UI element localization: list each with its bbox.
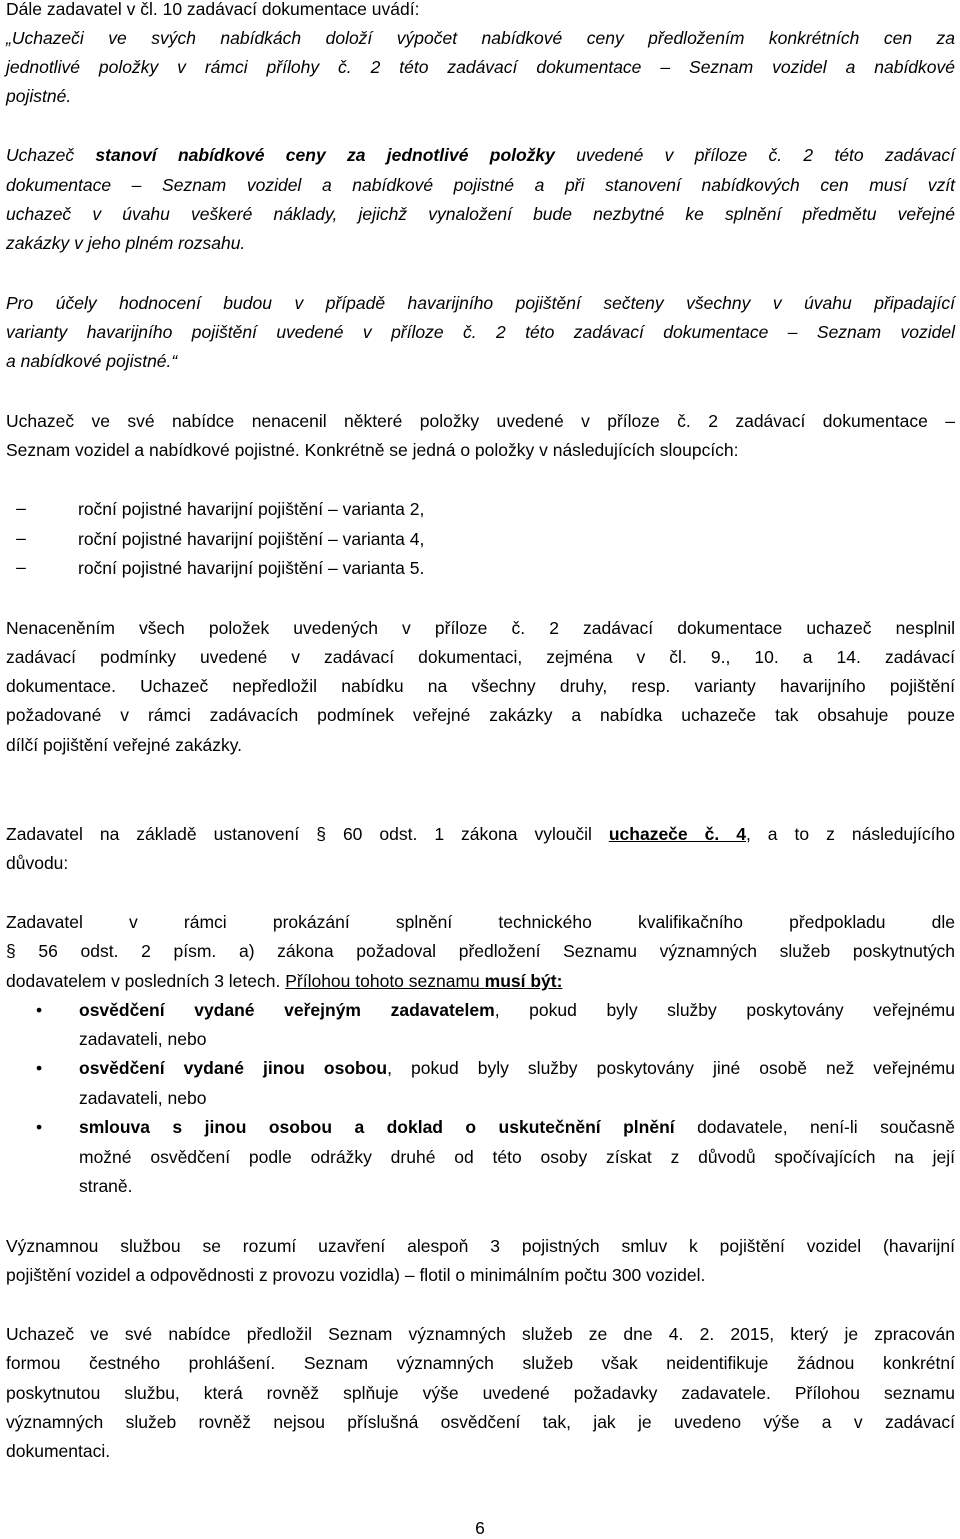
text-line: zadávací podmínky uvedené v zadávací dokumentaci, zejména v čl. 9., 10. a 14. zadávací <box>6 647 955 667</box>
bold-text: smlouva s jinou osobou a doklad o uskutečnění plnění <box>79 1117 675 1137</box>
text-line: a nabídkové pojistné.“ <box>6 351 178 371</box>
list-item: roční pojistné havarijní pojištění – varianta 5. <box>78 558 425 578</box>
text-line: Seznam vozidel a nabídkové pojistné. Konkrétně se jedná o položky v následujících sloupcích: <box>6 440 739 460</box>
bullet-marker: • <box>36 1058 43 1078</box>
text-line <box>6 970 955 992</box>
text-line: zakázky v jeho plném rozsahu. <box>6 233 246 253</box>
text-line <box>6 823 955 845</box>
bullet-marker: • <box>36 1000 43 1020</box>
text-line: dokumentace – Seznam vozidel a nabídkové pojistné a při stanovení nabídkových cen musí vzít <box>6 175 955 195</box>
text-span: dodavatelem v posledních 3 letech. <box>6 971 286 991</box>
list-item: roční pojistné havarijní pojištění – varianta 4, <box>78 529 425 549</box>
text-line: Uchazeč ve své nabídce předložil Seznam významných služeb ze dne 4. 2. 2015, který je zpracován <box>6 1324 955 1344</box>
text-line: pojištění vozidel a odpovědnosti z provozu vozidla) – flotil o minimálním počtu 300 vozidel. <box>6 1265 706 1285</box>
text-line: Významnou službou se rozumí uzavření alespoň 3 pojistných smluv k pojištění vozidel (havarijní <box>6 1236 955 1256</box>
text-line: Nenaceněním všech položek uvedených v příloze č. 2 zadávací dokumentace uchazeč nesplnil <box>6 618 955 638</box>
text-line: Zadavatel v rámci prokázání splnění technického kvalifikačního předpokladu dle <box>6 912 955 932</box>
bold-text: osvědčení vydané jinou osobou <box>79 1058 388 1078</box>
text-span: , a to z následujícího <box>745 824 955 844</box>
dash-marker: – <box>16 557 26 577</box>
list-item <box>79 1116 955 1138</box>
bold-underlined-text: musí být: <box>484 971 563 991</box>
text-line: významných služeb rovněž nejsou příslušná osvědčení tak, jak je uvedeno výše a v zadávací <box>6 1412 955 1432</box>
text-line: formou čestného prohlášení. Seznam významných služeb však neidentifikuje žádnou konkrétní <box>6 1353 955 1373</box>
text-line: uchazeč v úvahu veškeré náklady, jejichž vynaložení bude nezbytné ke splnění předmětu veřejné <box>6 204 955 224</box>
list-item: roční pojistné havarijní pojištění – varianta 2, <box>78 499 425 519</box>
text-span: Uchazeč <box>6 145 96 165</box>
underlined-text: Přílohou tohoto seznamu <box>285 971 485 991</box>
list-item-continuation: zadavateli, nebo <box>79 1088 207 1108</box>
list-item-continuation: straně. <box>79 1176 133 1196</box>
bullet-marker: • <box>36 1117 43 1137</box>
bold-text: osvědčení vydané veřejným zadavatelem <box>79 1000 495 1020</box>
text-line <box>6 144 955 166</box>
dash-marker: – <box>16 498 26 518</box>
text-line: Uchazeč ve své nabídce nenacenil některé položky uvedené v příloze č. 2 zadávací dokumentace – <box>6 411 955 431</box>
list-item <box>79 1057 955 1079</box>
bold-text: stanoví nabídkové ceny za jednotlivé položky <box>95 145 555 165</box>
text-line: § 56 odst. 2 písm. a) zákona požadoval předložení Seznamu významných služeb poskytnutých <box>6 941 955 961</box>
list-item-continuation: zadavateli, nebo <box>79 1029 207 1049</box>
text-span: dodavatele, není-li současně <box>674 1117 956 1137</box>
list-item-continuation: možné osvědčení podle odrážky druhé od této osoby získat z důvodů spočívajících na její <box>79 1147 955 1167</box>
text-line: požadované v rámci zadávacích podmínek veřejné zakázky a nabídka uchazeče tak obsahuje pouze <box>6 705 955 725</box>
text-line: důvodu: <box>6 853 69 873</box>
page-number: 6 <box>475 1518 485 1538</box>
text-line: poskytnutou službu, která rovněž splňuje výše uvedené požadavky zadavatele. Přílohou seznamu <box>6 1383 955 1403</box>
text-line: varianty havarijního pojištění uvedené v příloze č. 2 této zadávací dokumentace – Seznam vozidel <box>6 322 955 342</box>
text-line: dílčí pojištění veřejné zakázky. <box>6 735 243 755</box>
text-line: dokumentace. Uchazeč nepředložil nabídku na všechny druhy, resp. varianty havarijního pojištění <box>6 676 955 696</box>
text-span: Zadavatel na základě ustanovení § 60 odst. 1 zákona vyloučil <box>6 824 609 844</box>
text-line: Pro účely hodnocení budou v případě havarijního pojištění sečteny všechny v úvahu připadající <box>6 293 955 313</box>
text-line: Dále zadavatel v čl. 10 zadávací dokumentace uvádí: <box>6 0 420 19</box>
text-line: jednotlivé položky v rámci přílohy č. 2 této zadávací dokumentace – Seznam vozidel a nabídkové <box>6 57 955 77</box>
text-span: uvedené v příloze č. 2 této zadávací <box>554 145 955 165</box>
dash-marker: – <box>16 528 26 548</box>
list-item <box>79 999 955 1021</box>
text-line: „Uchazeči ve svých nabídkách doloží výpočet nabídkové ceny předložením konkrétních cen za <box>6 28 955 48</box>
text-span: , pokud byly služby poskytovány jiné osobě než veřejnému <box>387 1058 955 1078</box>
text-line: pojistné. <box>6 86 72 106</box>
text-line: dokumentaci. <box>6 1441 111 1461</box>
text-span: , pokud byly služby poskytovány veřejnému <box>494 1000 955 1020</box>
bold-underlined-text: uchazeče č. 4 <box>608 824 746 844</box>
